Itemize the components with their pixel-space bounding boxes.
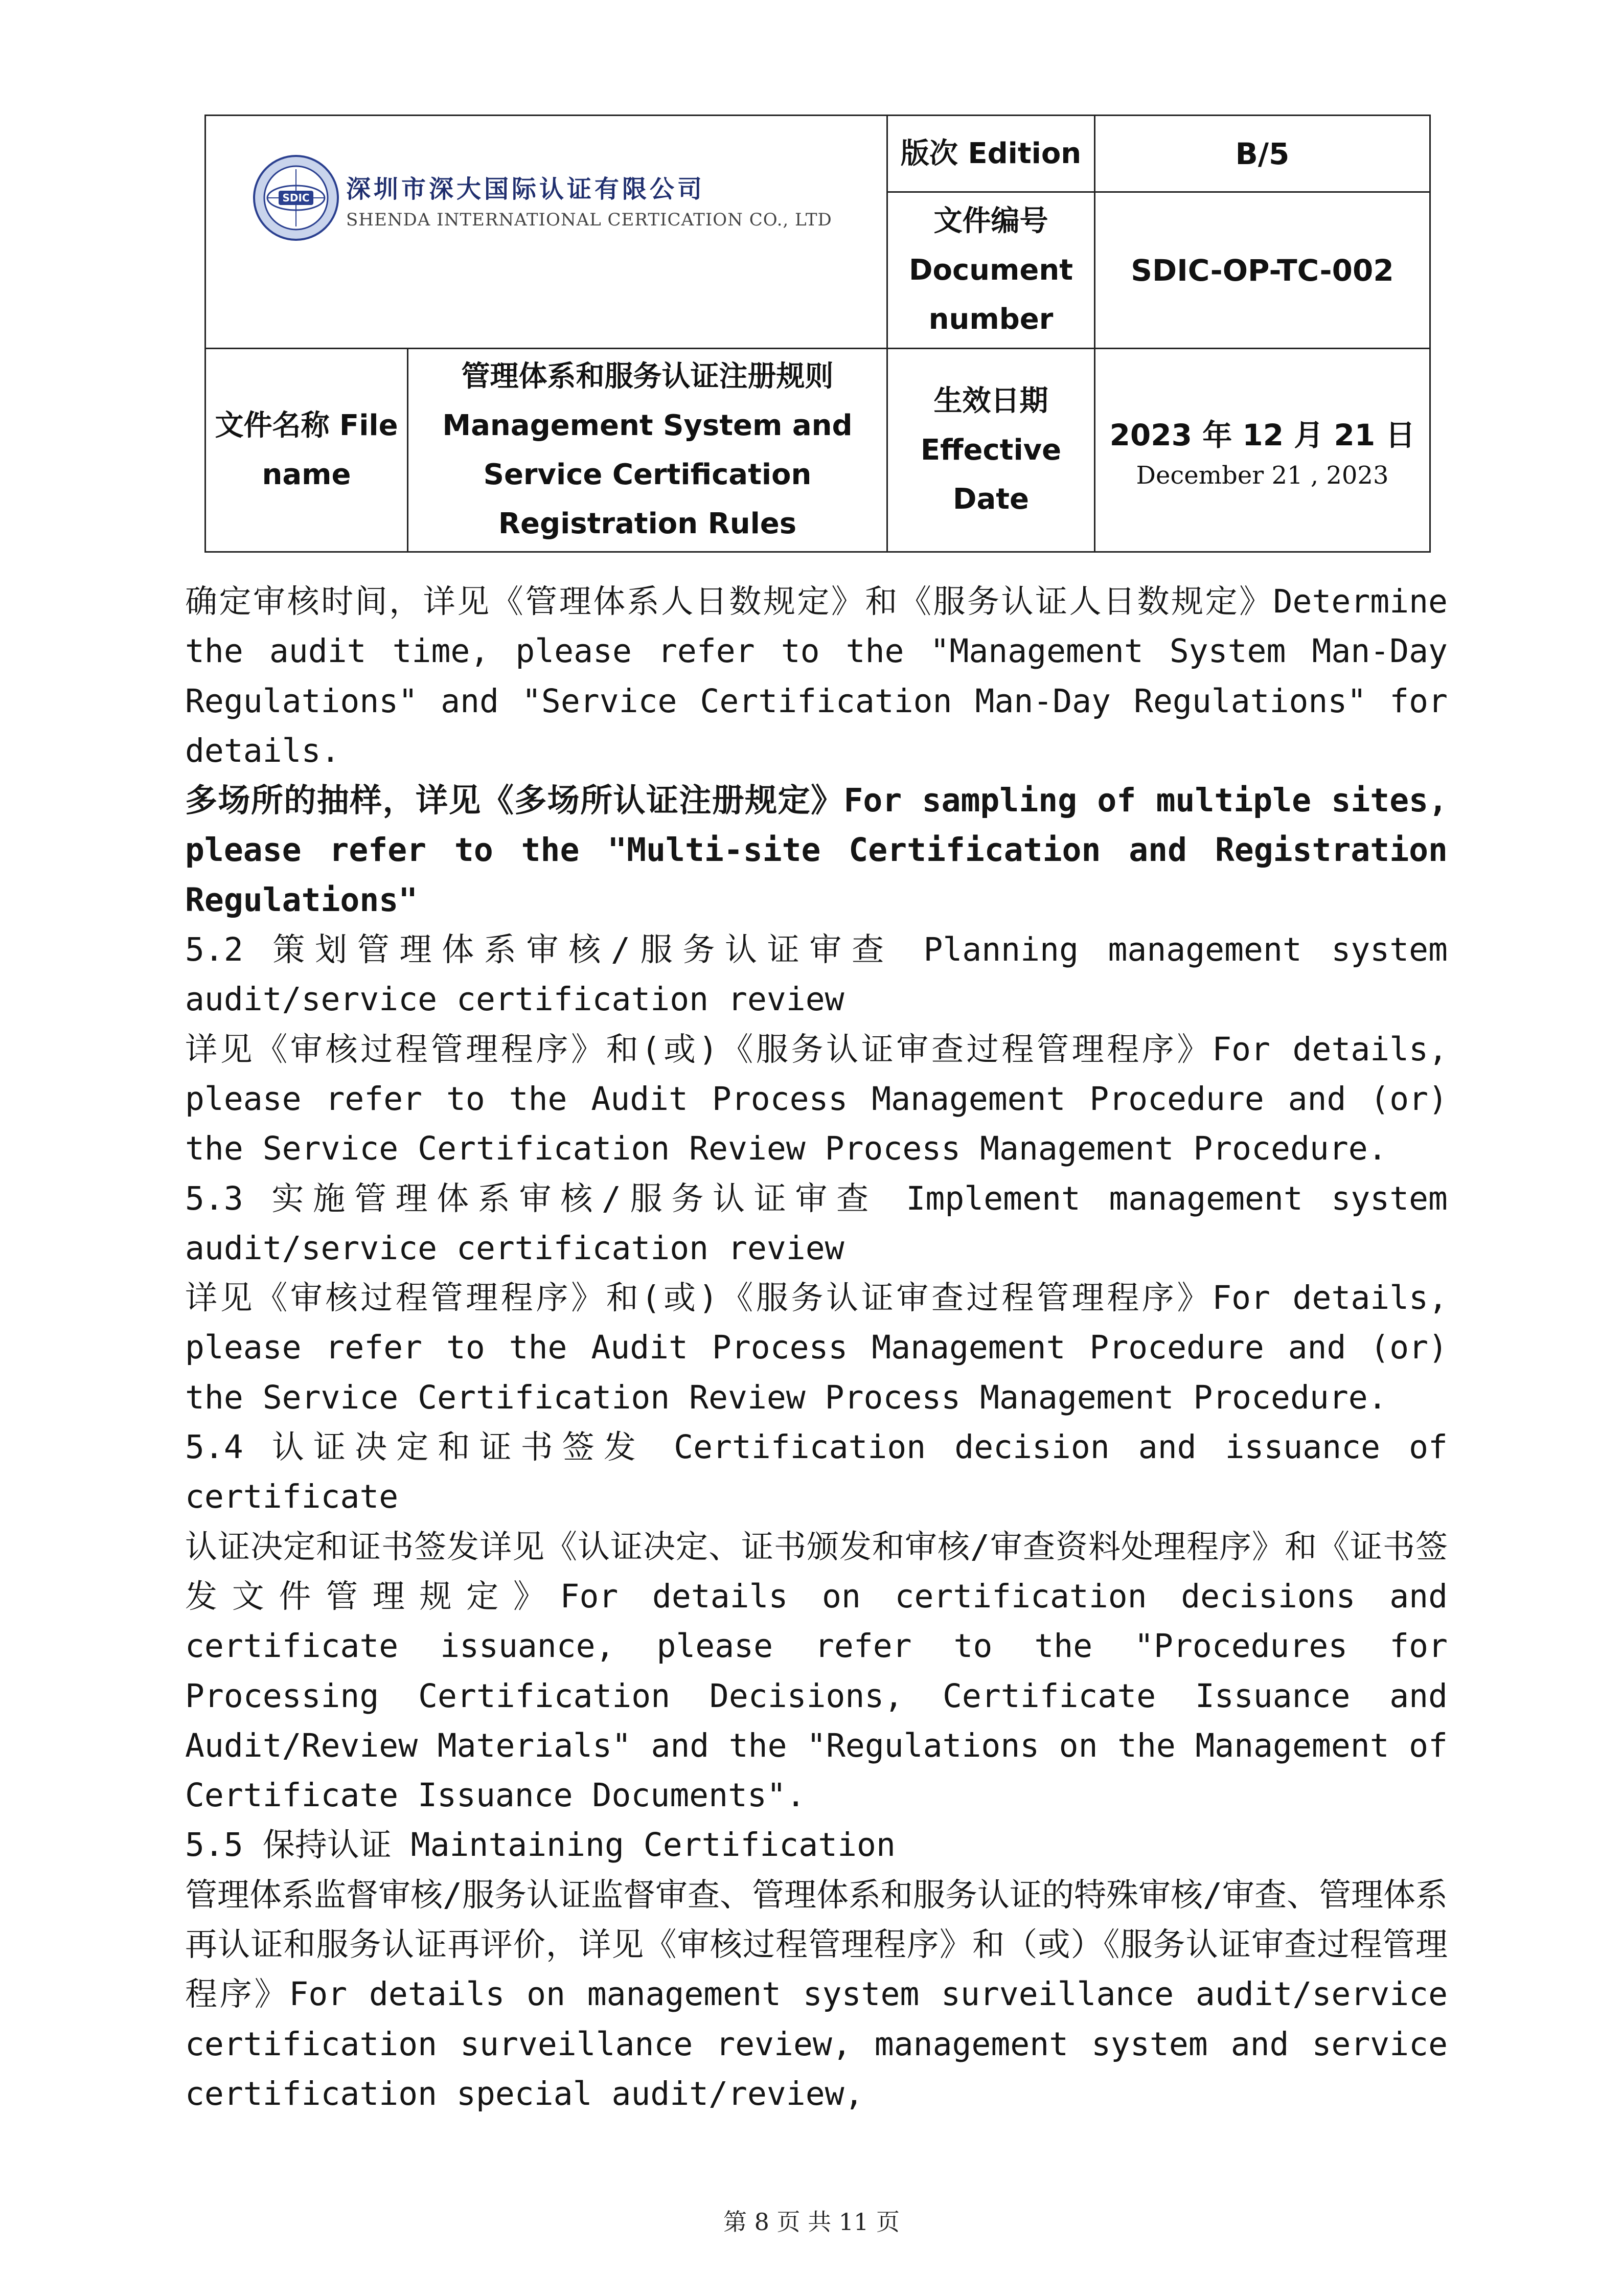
section-heading-5-5: 5.5 保持认证 Maintaining Certification	[185, 1826, 896, 1864]
edition-value: B/5	[1095, 116, 1430, 192]
logo-mark-text: SDIC	[282, 192, 310, 204]
edition-label: 版次 Edition	[887, 116, 1095, 192]
company-seal-icon	[252, 154, 340, 242]
company-name-cn: 深圳市深大国际认证有限公司	[346, 175, 705, 203]
company-logo	[252, 154, 832, 242]
file-name-value: 管理体系和服务认证注册规则 Management System and Service Certification Registration Rules	[408, 349, 887, 552]
paragraph: 管理体系监督审核/服务认证监督审查、管理体系和服务认证的特殊审核/审查、管理体系再认证和服务认证再评价，详见《审核过程管理程序》和（或）《服务认证审查过程管理程序》For details on management system surveillance audit/service certification surveillance review, management system and service certification special audit/review,	[185, 1876, 1448, 2112]
document-number-label: 文件编号 Document number	[887, 192, 1095, 349]
paragraph: 详见《审核过程管理程序》和(或)《服务认证审查过程管理程序》For details, please refer to the Audit Process Management Procedure and (or) the Service Certification Review Process Management Procedure.	[185, 1279, 1448, 1416]
document-number-value: SDIC-OP-TC-002	[1095, 192, 1430, 349]
section-heading-5-3: 5.3 实施管理体系审核/服务认证审查 Implement management system audit/service certification review	[185, 1179, 1448, 1267]
file-name-label: 文件名称 File name	[205, 349, 408, 552]
page-footer: 第 8 页 共 11 页	[723, 2208, 900, 2236]
header-table	[204, 115, 1431, 553]
section-heading-5-4: 5.4 认证决定和证书签发 Certification decision and issuance of certificate	[185, 1428, 1448, 1516]
effective-date-label: 生效日期 Effective Date	[887, 349, 1095, 552]
logo-cell	[205, 116, 887, 349]
paragraph: 认证决定和证书签发详见《认证决定、证书颁发和审核/审查资料处理程序》和《证书签发文件管理规定》For details on certification decisions and certificate issuance, please refer to the "Procedures for Processing Certification Decisions, Certificate Issuance and Audit/Review Materials" and the "Regulations on the Management of Certificate Issuance Documents".	[185, 1528, 1448, 1814]
document-body	[185, 577, 1448, 2119]
section-heading-5-2: 5.2 策划管理体系审核/服务认证审查 Planning management system audit/service certification review	[185, 931, 1448, 1018]
company-name-en: SHENDA INTERNATIONAL CERTICATION CO., LTD	[346, 210, 832, 230]
paragraph: 多场所的抽样，详见《多场所认证注册规定》For sampling of multiple sites, please refer to the "Multi-site Certification and Registration Regulations"	[185, 782, 1448, 919]
paragraph: 详见《审核过程管理程序》和(或)《服务认证审查过程管理程序》For details, please refer to the Audit Process Management Procedure and (or) the Service Certification Review Process Management Procedure.	[185, 1030, 1448, 1168]
effective-date-cn: 2023 年 12 月 21 日	[1109, 417, 1415, 452]
effective-date-en: December 21 , 2023	[1136, 461, 1389, 490]
effective-date-value	[1095, 349, 1430, 552]
paragraph: 确定审核时间，详见《管理体系人日数规定》和《服务认证人日数规定》Determine the audit time, please refer to the "Management System Man-Day Regulations" and "Service Certification Man-Day Regulations" for details.	[185, 583, 1448, 769]
